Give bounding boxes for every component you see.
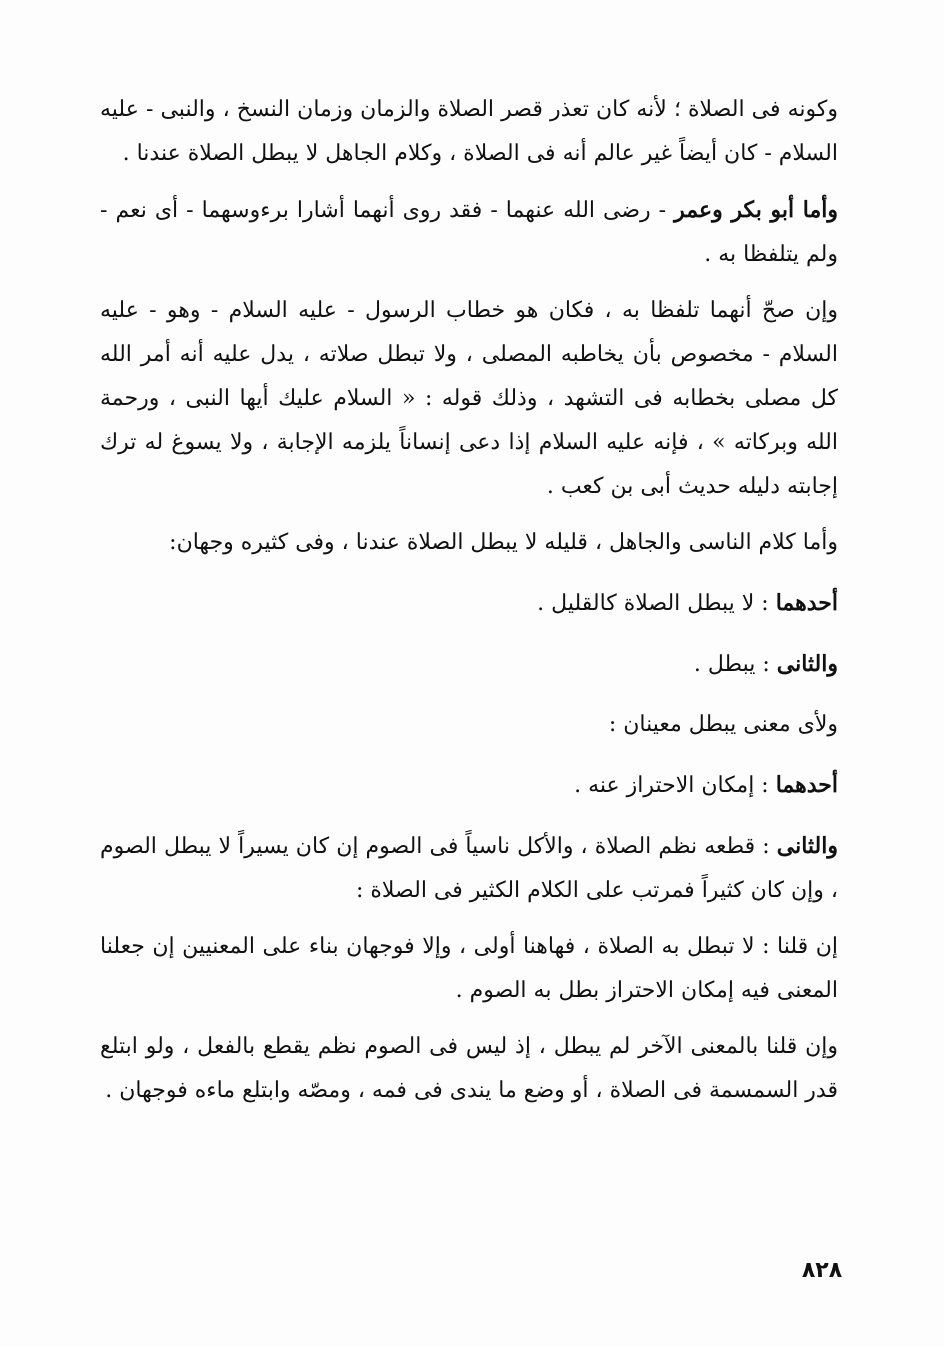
page-number: ٨٢٨ (801, 1258, 843, 1283)
paragraph-10-text: إن قلنا : لا تبطل به الصلاة ، فهاهنا أولى ، وإلا فوجهان بناء على المعنيين إن جعلنا المعنى فيه إمكان الاحتراز بطل به الصوم . (100, 934, 838, 1003)
paragraph-5-lead: أحدهما (775, 590, 838, 616)
paragraph-8 (100, 763, 838, 808)
paragraph-8-text: : إمكان الاحتراز عنه . (574, 773, 776, 798)
paragraph-9-text: : قطعه نظم الصلاة ، والأكل ناسياً فى الصوم إن كان يسيراً لا يبطل الصوم ، وإن كان كثيراً فمرتب على الكلام الكثير فى الصلاة : (100, 834, 838, 903)
paragraph-2 (100, 188, 838, 277)
paragraph-9 (100, 824, 838, 913)
paragraph-4 (100, 521, 838, 565)
paragraph-6 (100, 642, 838, 687)
paragraph-7 (100, 703, 838, 747)
paragraph-5 (100, 581, 838, 626)
page-body (100, 88, 838, 1125)
paragraph-1 (100, 88, 838, 176)
paragraph-9-lead: والثانى (776, 833, 838, 859)
paragraph-3-text: وإن صحّ أنهما تلفظا به ، فكان هو خطاب الرسول - عليه السلام - وهو - عليه السلام - مخصوص بأن يخاطبه المصلى ، ولا تبطل صلاته ، يدل عليه أنه أمر الله كل مصلى بخطابه فى التشهد ، وذلك قوله : « السلام عليك أيها النبى ، ورحمة الله وبركاته » ، فإنه عليه السلام إذا دعى إنساناً يلزمه الإجابة ، ولا يسوغ له ترك إجابته دليله حديث أبى بن كعب . (100, 298, 838, 499)
paragraph-6-lead: والثانى (776, 651, 838, 677)
paragraph-8-lead: أحدهما (775, 772, 838, 798)
paragraph-6-text: : يبطل . (693, 652, 777, 677)
paragraph-2-lead: وأما أبو بكر وعمر (674, 197, 838, 223)
paragraph-10 (100, 925, 838, 1013)
paragraph-1-text: وكونه فى الصلاة ؛ لأنه كان تعذر قصر الصلاة والزمان وزمان النسخ ، والنبى - عليه السلام - كان أيضاً غير عالم أنه فى الصلاة ، وكلام الجاهل لا يبطل الصلاة عندنا . (100, 97, 838, 166)
paragraph-3 (100, 289, 838, 509)
paragraph-11 (100, 1025, 838, 1113)
paragraph-7-text: ولأى معنى يبطل معينان : (608, 712, 838, 737)
paragraph-11-text: وإن قلنا بالمعنى الآخر لم يبطل ، إذ ليس فى الصوم نظم يقطع بالفعل ، ولو ابتلع قدر السمسمة فى الصلاة ، أو وضع ما يندى فى فمه ، ومصّه وابتلع ماءه فوجهان . (100, 1034, 838, 1103)
paragraph-4-text: وأما كلام الناسى والجاهل ، قليله لا يبطل الصلاة عندنا ، وفى كثيره وجهان: (169, 530, 838, 555)
paragraph-5-text: : لا يبطل الصلاة كالقليل . (537, 591, 776, 616)
paragraph-2-text: - رضى الله عنهما - فقد روى أنهما أشارا برءوسهما - أى نعم - ولم يتلفظا به . (100, 198, 838, 267)
